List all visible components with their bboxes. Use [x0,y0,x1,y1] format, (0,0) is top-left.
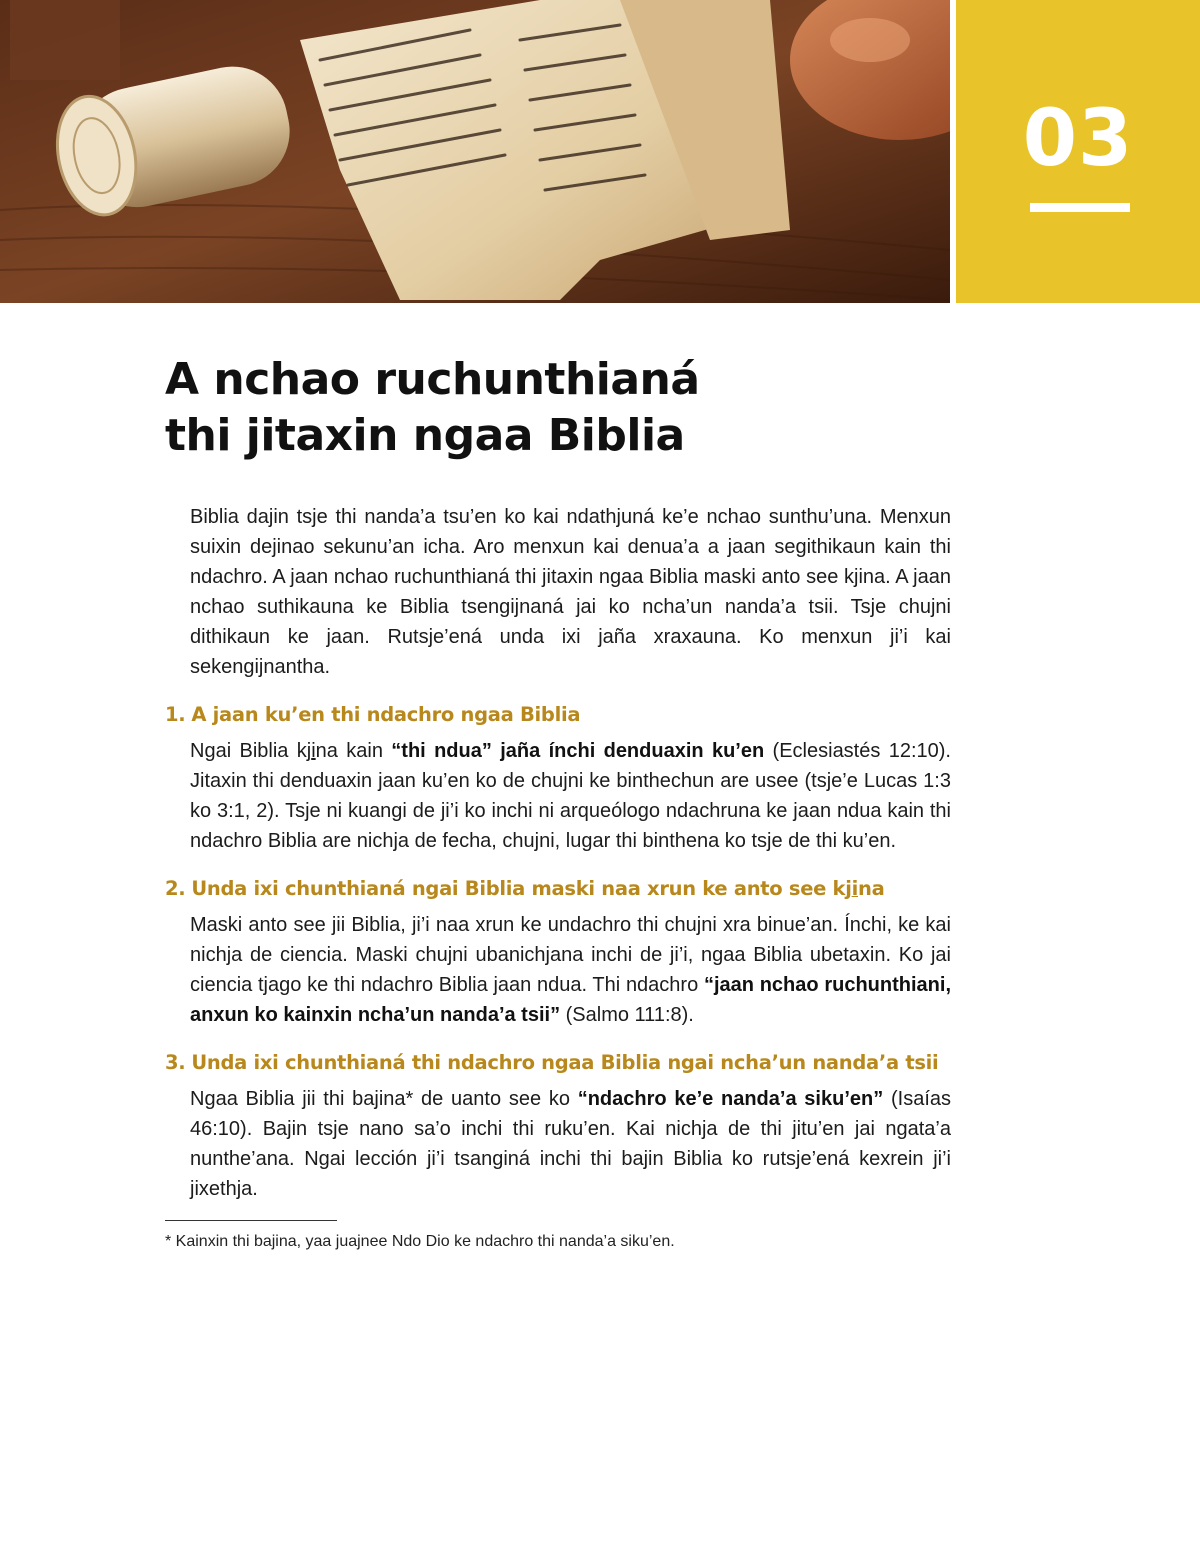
paragraph-text: Ngai Biblia kj [190,740,312,762]
section-1-heading [165,700,951,730]
section-number: 1. [165,703,186,726]
page-title [165,352,700,464]
section-heading-text: Unda ixi chunthianá thi ndachro ngaa Biblia ngai ncha’un nanda’a tsii [191,1051,939,1074]
section-3-heading [165,1048,951,1078]
section-number: 2. [165,877,186,900]
lesson-number: 03 [1022,94,1134,184]
intro-paragraph: Biblia dajin tsje thi nanda’a tsu’en ko kai ndathjuná ke’e nchao sunthu’una. Menxun suixin dejinao sekunu’an icha. Aro menxun kai denua’a a jaan segithikaun kain thi ndachro. A jaan nchao ruchunthianá thi jitaxin ngaa Biblia maski anto see kjina. A jaan nchao suthikauna ke Biblia tsengijnaná jai ko ncha’un nanda’a tsii. Tsje chujni dithikaun ke jaan. Rutsje’ená unda ixi jaña xraxauna. Ko menxun ji’i kai sekengijnantha. [190,506,951,678]
section-heading-text: Unda ixi chunthianá ngai Biblia maski naa xrun ke anto see kj [191,877,852,900]
section-heading-text: A jaan ku’en thi ndachro ngaa Biblia [191,703,581,726]
lesson-content [165,502,951,1253]
section-number: 3. [165,1051,186,1074]
page-title-line2: thi jitaxin ngaa Biblia [165,410,685,461]
paragraph-text: Ngaa Biblia jii thi bajina* de uanto see ko [190,1088,578,1110]
scrolls-illustration [0,0,950,303]
scripture-quote: “ndachro ke’e nanda’a siku’en” [577,1088,884,1110]
lesson-number-panel [956,0,1200,303]
footnote: * Kainxin thi bajina, yaa juajnee Ndo Dio ke ndachro thi nanda’a siku’en. [165,1233,675,1250]
paragraph-text: (Salmo 111:8). [560,1004,694,1026]
section-2-heading [165,874,951,904]
scripture-quote: “thi ndua” jaña ínchi denduaxin ku’en [391,740,765,762]
paragraph-text: (Isaías 46:10). Bajin tsje nano sa’o inchi thi ruku’en. Kai nichja de thi jitu’en jai ngata’a nunthe’ana. Ngai lección ji’i tsanginá inchi thi bajin Biblia ko rutsje’ená kexrein ji’i jixethja. [190,1088,951,1200]
underlined-letter: i [851,877,858,900]
scripture-quote: “jaan nchao ruchunthiani, anxun ko kainxin ncha’un nanda’a tsii” [190,974,951,1026]
lesson-number-underline [1030,203,1130,212]
paragraph-text: na kain [315,740,392,762]
section-1-paragraph [190,736,951,856]
section-heading-text: na [857,877,885,900]
paragraph-text: Maski anto see jii Biblia, ji’i naa xrun ke undachro thi chujni xra binue’an. Ínchi, ke kai nichja de ciencia. Maski chujni ubanichjana inchi de ji’i, ngaa Biblia ubetaxin. Ko jai ciencia tjago ke thi ndachro Biblia jaan ndua. Thi ndachro [190,914,951,996]
page-title-line1: A nchao ruchunthianá [165,354,700,405]
header-image-scrolls [0,0,950,303]
paragraph-text: (Eclesiastés 12:10). Jitaxin thi denduaxin jaan ku’en ko de chujni ke binthechun are usee (tsje’e Lucas 1:3 ko 3:1, 2). Tsje ni kuangi de ji’i ko inchi ni arqueólogo ndachruna ke jaan ndua kain thi ndachro Biblia are nichja de fecha, chujni, lugar thi binthena ko tsje de thi ku’en. [190,740,951,852]
footnote-divider [165,1220,337,1221]
section-2-paragraph [190,910,951,1030]
section-3-paragraph [190,1084,951,1204]
underlined-letter: i [311,740,316,762]
